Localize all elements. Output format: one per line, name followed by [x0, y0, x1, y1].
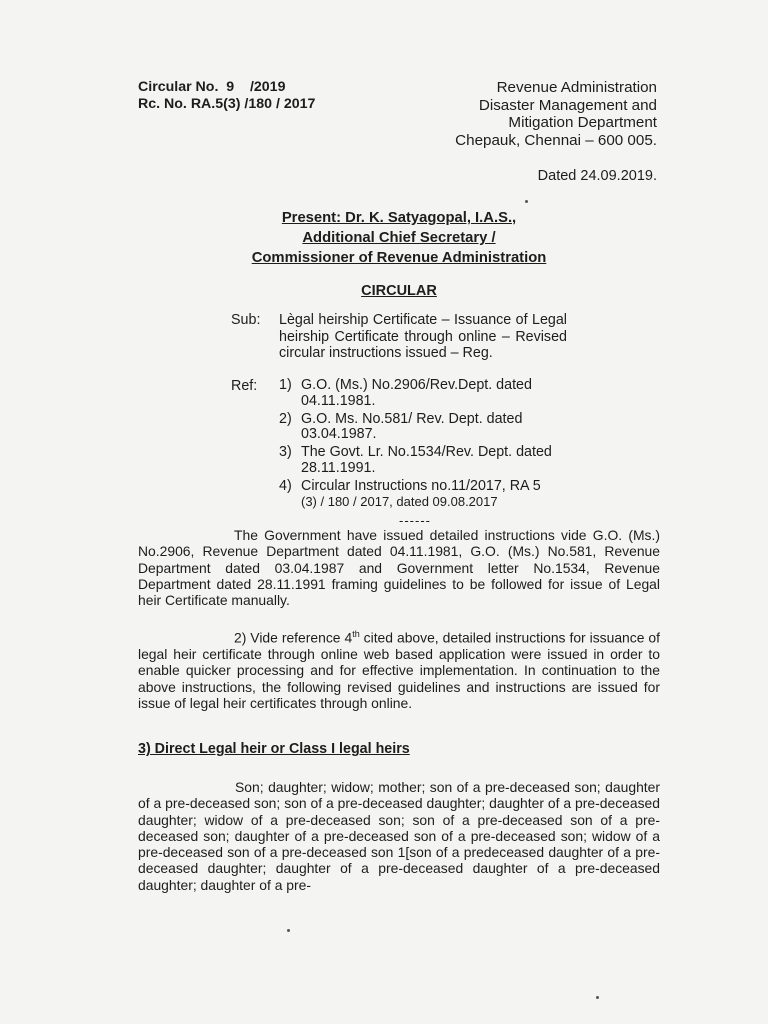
paragraph-2-text: 2) Vide reference 4	[234, 629, 353, 646]
office-address-block	[455, 79, 657, 149]
reference-text: The Govt. Lr. No.1534/Rev. Dept. dated 28.11.1991.	[301, 444, 552, 476]
present-officer: Present: Dr. K. Satyagopal, I.A.S.,	[281, 210, 517, 226]
circular-heading: CIRCULAR	[361, 283, 437, 299]
reference-text: G.O. Ms. No.581/ Rev. Dept. dated 03.04.1987.	[301, 410, 523, 442]
reference-item: 3) The Govt. Lr. No.1534/Rev. Dept. dated 28.11.1991.	[279, 444, 552, 476]
subject-text: Lègal heirship Certificate – Issuance of Legal heirship Certificate through online – Revised circular instructions issued – Reg.	[279, 312, 567, 361]
reference-text: Circular Instructions no.11/2017, RA 5	[301, 477, 541, 494]
present-designation: Additional Chief Secretary /	[302, 230, 496, 246]
present-office: Commissioner of Revenue Administration	[251, 250, 547, 266]
separator-dashes: ------	[399, 513, 431, 528]
scan-speck	[596, 996, 599, 999]
paragraph-3-text: Son; daughter; widow; mother; son of a pre-deceased son; daughter of a pre-deceased son; son of a pre-deceased daughter; daughter of a pre-deceased daughter; widow of a pre-deceased son; son of a pre-deceased son of a pre-deceased son; daughter of a pre-deceased son of a pre-deceased son; widow of a pre-deceased son of a pre-deceased son 1[son of a predeceased daughter of a pre-deceased daughter; daughter of a pre-deceased daughter of a pre-deceased daughter; daughter of a pre-	[138, 779, 660, 893]
paragraph-1-text: The Government have issued detailed instructions vide G.O. (Ms.) No.2906, Revenue Department dated 04.11.1981, G.O. (Ms.) No.581, Revenue Department dated 03.04.1987 and Government letter No.1534, Revenue Department dated 28.11.1991 framing guidelines to be followed for issue of Legal heir Certificate manually.	[138, 527, 660, 609]
reference-text: G.O. (Ms.) No.2906/Rev.Dept. dated 04.11.1981.	[301, 377, 532, 409]
reference-list	[279, 378, 569, 512]
paragraph-1	[138, 527, 660, 608]
subject-label: Sub:	[231, 312, 261, 328]
date-line: Dated 24.09.2019.	[537, 168, 657, 184]
scan-speck	[525, 200, 528, 203]
office-line: Chepauk, Chennai – 600 005.	[455, 131, 657, 149]
reference-label: Ref:	[231, 378, 258, 394]
office-line: Disaster Management and	[478, 96, 657, 114]
office-line: Revenue Administration	[496, 79, 657, 96]
present-block	[0, 208, 768, 268]
paragraph-2	[138, 626, 660, 711]
paragraph-2-text-continued: cited above, detailed instructions for issuance of legal heir certificate through online web based application were issued in order to enable quicker processing and for effective implementation. In continuation to the above instructions, the following revised guidelines and instructions are issued for issue of legal heir certificates through online.	[138, 629, 660, 711]
paragraph-3	[138, 779, 660, 893]
reference-item: 2) G.O. Ms. No.581/ Rev. Dept. dated 03.04.1987.	[279, 410, 523, 442]
rc-number: Rc. No. RA.5(3) /180 / 2017	[138, 96, 316, 112]
office-line: Mitigation Department	[508, 114, 657, 131]
circular-number: Circular No. 9 /2019	[138, 79, 286, 95]
scan-speck	[287, 929, 290, 932]
reference-text-continued: (3) / 180 / 2017, dated 09.08.2017	[301, 494, 498, 509]
section-3-heading: 3) Direct Legal heir or Class I legal heirs	[138, 741, 410, 757]
ordinal-suffix: th	[352, 629, 360, 639]
circular-reference-block	[138, 79, 315, 113]
reference-item: 4) Circular Instructions no.11/2017, RA 5 (3) / 180 / 2017, dated 09.08.2017	[279, 479, 569, 510]
reference-item: 1) G.O. (Ms.) No.2906/Rev.Dept. dated 04.11.1981.	[279, 377, 532, 409]
